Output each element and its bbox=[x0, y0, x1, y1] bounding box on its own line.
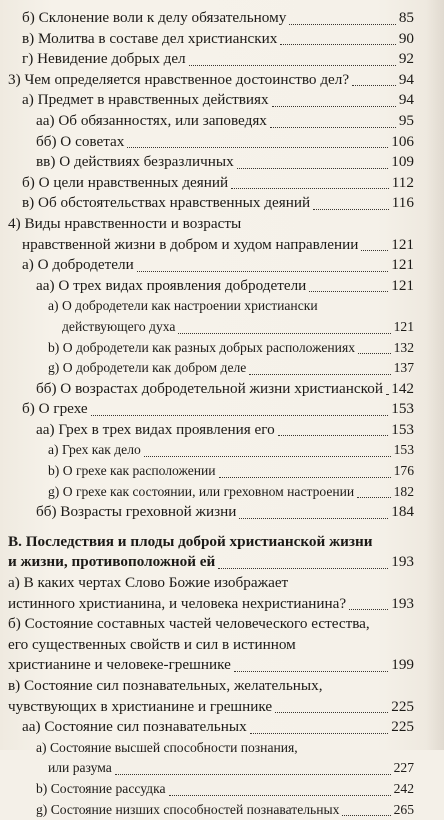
toc-entry bbox=[0, 338, 444, 359]
toc-entry bbox=[0, 49, 444, 70]
toc-entry-title: бб) О советах bbox=[36, 132, 125, 150]
toc-entry-page-number: 121 bbox=[391, 276, 414, 294]
toc-dot-leader bbox=[250, 733, 389, 734]
toc-entry bbox=[0, 317, 444, 338]
toc-entry-title: а) О добродетели bbox=[22, 256, 134, 274]
page-gutter-shadow bbox=[426, 0, 444, 750]
toc-entry-page-number: 106 bbox=[391, 132, 414, 150]
toc-entry-page-number: 92 bbox=[398, 50, 414, 68]
toc-entry-page-number: 153 bbox=[393, 442, 414, 458]
toc-entry-title: g) Состояние низших способностей познавательных bbox=[36, 801, 340, 817]
toc-entry bbox=[0, 379, 444, 400]
toc-entry-title: бб) О возрастах добродетельной жизни христианской bbox=[36, 379, 383, 397]
toc-entry-title: a) О добродетели как настроении христиански bbox=[48, 298, 318, 314]
toc-entry bbox=[0, 635, 444, 656]
toc-entry-page-number: 116 bbox=[391, 194, 414, 212]
toc-entry-page-number: 182 bbox=[393, 483, 414, 499]
toc-dot-leader bbox=[272, 106, 396, 107]
toc-entry-page-number: 121 bbox=[391, 256, 414, 274]
toc-entry-page-number: 121 bbox=[391, 235, 414, 253]
toc-entry bbox=[0, 235, 444, 256]
toc-dot-leader bbox=[361, 250, 388, 251]
toc-entry-title: a) Грех как дело bbox=[48, 442, 141, 458]
toc-entry-title: g) О добродетели как добром деле bbox=[48, 360, 247, 376]
toc-entry bbox=[0, 594, 444, 615]
toc-entry bbox=[0, 532, 444, 553]
toc-entry-title: б) Склонение воли к делу обязательному bbox=[22, 9, 287, 26]
toc-entry-title: истинного христианина, и человека нехристианина? bbox=[8, 594, 347, 612]
toc-entry bbox=[0, 738, 444, 759]
toc-entry-page-number: 265 bbox=[393, 801, 414, 817]
toc-entry bbox=[0, 420, 444, 441]
toc-entry bbox=[0, 440, 444, 461]
toc-entry-page-number: 176 bbox=[393, 463, 414, 479]
table-of-contents bbox=[0, 8, 444, 820]
toc-entry-page-number: 94 bbox=[398, 70, 414, 88]
toc-dot-leader bbox=[278, 435, 389, 436]
toc-dot-leader bbox=[309, 291, 388, 292]
toc-dot-leader bbox=[289, 24, 396, 25]
toc-entry bbox=[0, 573, 444, 594]
toc-entry bbox=[0, 502, 444, 523]
toc-entry-title: аа) Грех в трех видах проявления его bbox=[36, 420, 275, 438]
toc-entry-page-number: 193 bbox=[391, 553, 414, 571]
toc-entry-title: аа) Об обязанностях, или заповедях bbox=[36, 111, 267, 129]
toc-dot-leader bbox=[270, 127, 396, 128]
toc-dot-leader bbox=[234, 671, 388, 672]
toc-entry-title: б) О грехе bbox=[22, 400, 88, 418]
toc-entry-title: чувствующих в христианине и грешнике bbox=[8, 697, 273, 715]
toc-entry bbox=[0, 276, 444, 297]
toc-entry bbox=[0, 655, 444, 676]
toc-entry bbox=[0, 461, 444, 482]
toc-dot-leader bbox=[178, 333, 390, 334]
toc-entry bbox=[0, 29, 444, 50]
toc-dot-leader bbox=[239, 518, 388, 519]
toc-entry bbox=[0, 552, 444, 573]
toc-entry-title: b) О добродетели как разных добрых расположениях bbox=[48, 339, 355, 355]
toc-entry bbox=[0, 676, 444, 697]
toc-entry bbox=[0, 482, 444, 503]
toc-dot-leader bbox=[342, 815, 390, 816]
toc-entry-page-number: 142 bbox=[391, 379, 414, 397]
toc-entry-title: б) Состояние составных частей человеческого естества, bbox=[8, 615, 370, 633]
toc-entry bbox=[0, 214, 444, 235]
toc-entry-title: g) О грехе как состоянии, или греховном настроении bbox=[48, 483, 355, 499]
toc-entry-page-number: 242 bbox=[393, 780, 414, 796]
toc-dot-leader bbox=[349, 609, 388, 610]
toc-entry-title: в) Молитва в составе дел христианских bbox=[22, 29, 278, 47]
toc-dot-leader bbox=[358, 353, 391, 354]
toc-entry bbox=[0, 8, 444, 29]
toc-dot-leader bbox=[357, 497, 390, 498]
toc-entry bbox=[0, 779, 444, 800]
toc-dot-leader bbox=[352, 85, 396, 86]
toc-entry-title: г) Невидение добрых дел bbox=[22, 50, 186, 68]
toc-spacer bbox=[0, 523, 444, 532]
toc-entry-page-number: 184 bbox=[391, 503, 414, 521]
toc-entry bbox=[0, 90, 444, 111]
toc-dot-leader bbox=[249, 374, 390, 375]
toc-dot-leader bbox=[280, 44, 395, 45]
toc-entry-page-number: 225 bbox=[391, 697, 414, 715]
toc-entry-title: действующего духа bbox=[62, 318, 176, 334]
toc-entry-page-number: 109 bbox=[391, 153, 414, 171]
toc-entry-page-number: 132 bbox=[393, 339, 414, 355]
toc-entry bbox=[0, 717, 444, 738]
toc-dot-leader bbox=[144, 456, 391, 457]
toc-entry-page-number: 153 bbox=[391, 420, 414, 438]
toc-entry-title: а) В каких чертах Слово Божие изображает bbox=[8, 574, 289, 592]
toc-entry-title: аа) О трех видах проявления добродетели bbox=[36, 276, 307, 294]
toc-entry bbox=[0, 70, 444, 91]
toc-dot-leader bbox=[115, 774, 391, 775]
toc-entry-title: и жизни, противоположной ей bbox=[8, 553, 216, 571]
toc-entry-title: 3) Чем определяется нравственное достоинство дел? bbox=[8, 70, 350, 88]
toc-entry-page-number: 225 bbox=[391, 718, 414, 736]
toc-dot-leader bbox=[313, 209, 389, 210]
toc-entry-page-number: 137 bbox=[393, 360, 414, 376]
toc-dot-leader bbox=[237, 168, 389, 169]
toc-entry bbox=[0, 800, 444, 820]
toc-entry bbox=[0, 255, 444, 276]
toc-entry-title: вв) О действиях безразличных bbox=[36, 153, 234, 171]
toc-entry-title: В. Последствия и плоды доброй христианской жизни bbox=[8, 532, 373, 550]
toc-entry-page-number: 153 bbox=[391, 400, 414, 418]
toc-entry-page-number: 94 bbox=[398, 91, 414, 109]
toc-entry-title: а) Предмет в нравственных действиях bbox=[22, 91, 269, 109]
toc-entry-title: б) О цели нравственных деяний bbox=[22, 173, 229, 191]
toc-entry-page-number: 227 bbox=[393, 760, 414, 776]
toc-entry-title: в) Об обстоятельствах нравственных деяний bbox=[22, 194, 311, 212]
toc-entry bbox=[0, 173, 444, 194]
toc-entry-title: христианине и человеке-грешнике bbox=[8, 656, 231, 674]
toc-entry-page-number: 112 bbox=[391, 173, 414, 191]
toc-entry-title: его существенных свойств и сил в истинном bbox=[8, 635, 296, 653]
toc-entry-title: a) Состояние высшей способности познания, bbox=[36, 739, 298, 755]
toc-entry-page-number: 199 bbox=[391, 656, 414, 674]
toc-entry bbox=[0, 697, 444, 718]
toc-entry-page-number: 90 bbox=[398, 29, 414, 47]
toc-entry-title: или разума bbox=[48, 760, 112, 776]
toc-entry bbox=[0, 111, 444, 132]
toc-entry-title: бб) Возрасты греховной жизни bbox=[36, 503, 237, 521]
toc-entry-page-number: 193 bbox=[391, 594, 414, 612]
toc-entry-title: b) Состояние рассудка bbox=[36, 780, 166, 796]
toc-dot-leader bbox=[91, 415, 389, 416]
toc-entry-title: аа) Состояние сил познавательных bbox=[22, 718, 247, 736]
toc-dot-leader bbox=[189, 65, 396, 66]
toc-entry bbox=[0, 358, 444, 379]
toc-entry bbox=[0, 399, 444, 420]
toc-dot-leader bbox=[218, 568, 388, 569]
toc-entry-title: нравственной жизни в добром и худом направлении bbox=[22, 235, 359, 253]
toc-dot-leader bbox=[275, 712, 388, 713]
toc-dot-leader bbox=[127, 147, 388, 148]
toc-entry bbox=[0, 758, 444, 779]
toc-entry bbox=[0, 152, 444, 173]
toc-entry bbox=[0, 193, 444, 214]
toc-entry bbox=[0, 614, 444, 635]
toc-dot-leader bbox=[169, 795, 391, 796]
toc-entry-title: 4) Виды нравственности и возрасты bbox=[8, 214, 242, 232]
toc-entry-page-number: 121 bbox=[393, 318, 414, 334]
toc-entry-page-number: 85 bbox=[398, 9, 414, 26]
toc-entry bbox=[0, 132, 444, 153]
toc-entry-page-number: 95 bbox=[398, 111, 414, 129]
toc-dot-leader bbox=[137, 271, 389, 272]
toc-entry-title: в) Состояние сил познавательных, желательных, bbox=[8, 677, 323, 694]
toc-dot-leader bbox=[219, 477, 391, 478]
toc-entry-title: b) О грехе как расположении bbox=[48, 463, 216, 479]
toc-dot-leader bbox=[386, 394, 388, 395]
toc-dot-leader bbox=[231, 188, 389, 189]
toc-entry bbox=[0, 296, 444, 317]
